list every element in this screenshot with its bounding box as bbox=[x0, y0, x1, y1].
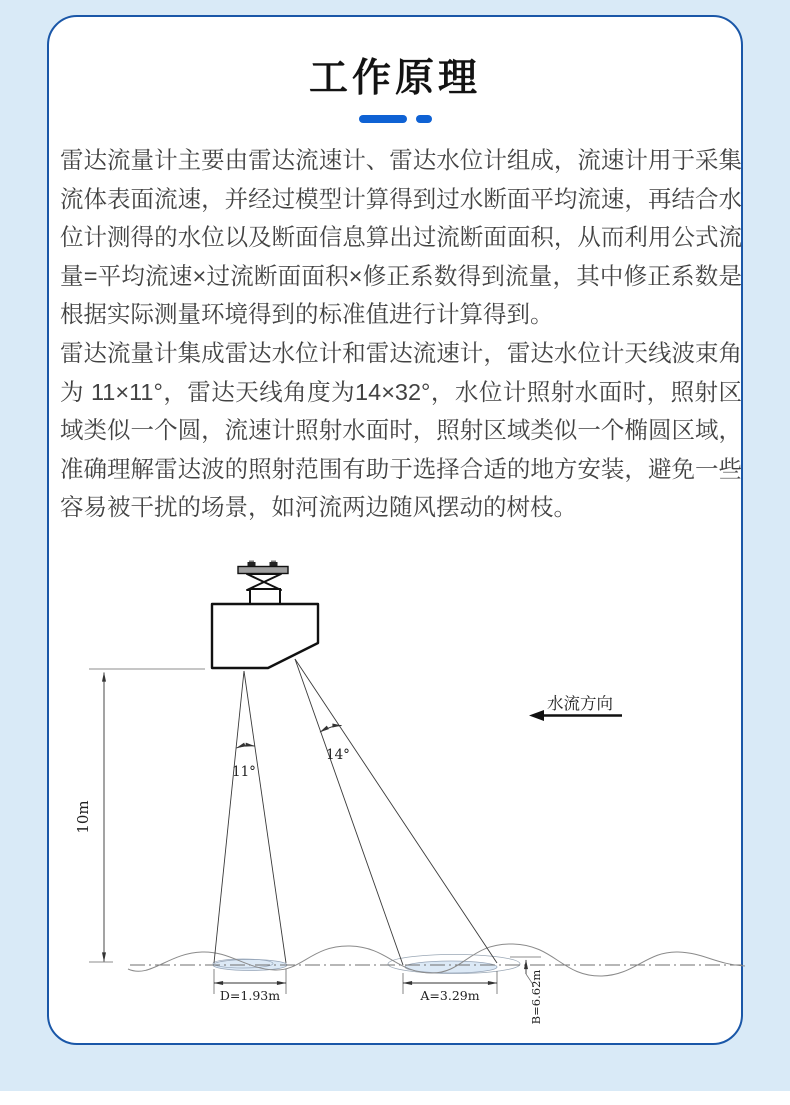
dimension-a bbox=[403, 971, 497, 1003]
underline-short-dash bbox=[416, 115, 432, 123]
dimension-b bbox=[510, 957, 543, 1024]
footprint-a-label: A=3.29m bbox=[420, 988, 480, 1003]
footprint-b-label: B=6.62m bbox=[529, 969, 543, 1025]
dimension-10m bbox=[74, 669, 205, 962]
water-surface bbox=[128, 944, 745, 976]
mount-plate bbox=[238, 567, 288, 574]
dimension-d bbox=[214, 969, 286, 1003]
radar-sensor-unit bbox=[212, 561, 318, 669]
footprint-d-label: D=1.93m bbox=[219, 988, 281, 1003]
content-card bbox=[47, 15, 743, 1045]
paragraph-beam-angles: 雷达流量计集成雷达水位计和雷达流速计，雷达水位计天线波束角为 11×11°，雷达天线角度为14×32°，水位计照射水面时，照射区域类似一个圆，流速计照射水面时，照射区域类似一个椭圆区域，准确理解雷达波的照射范围有助于选择合适的地方安装，避免一些容易被干扰的场景，如河流两边随风摆动的树枝。 bbox=[60, 339, 742, 521]
flow-direction-arrowhead-icon bbox=[529, 710, 544, 721]
mount-bracket bbox=[247, 574, 281, 590]
paragraph-principle: 雷达流量计主要由雷达流速计、雷达水位计组成，流速计用于采集流体表面流速，并经过模型计算得到过水断面平均流速，再结合水位计测得的水位以及断面信息算出过流断面面积，从而利用公式流量=平均流速×过流断面面积×修正系数得到流量，其中修正系数是根据实际测量环境得到的标准值进行计算得到。 bbox=[60, 147, 742, 328]
velocity-beam bbox=[295, 659, 497, 965]
radar-beam-diagram bbox=[50, 545, 750, 1045]
sensor-neck bbox=[250, 589, 280, 604]
body-text bbox=[60, 141, 742, 527]
level-beam bbox=[214, 671, 286, 963]
page-title: 工作原理 bbox=[308, 57, 481, 100]
underline-long-dash bbox=[359, 115, 407, 123]
flow-direction-label: 水流方向 bbox=[547, 694, 613, 713]
height-dimension-label: 10m bbox=[74, 800, 92, 834]
title-underline bbox=[49, 114, 741, 123]
sensor-body bbox=[212, 604, 318, 668]
flow-direction bbox=[529, 694, 622, 721]
level-beam-angle-label: 11° bbox=[232, 764, 256, 780]
velocity-beam-angle-label: 14° bbox=[326, 747, 350, 763]
